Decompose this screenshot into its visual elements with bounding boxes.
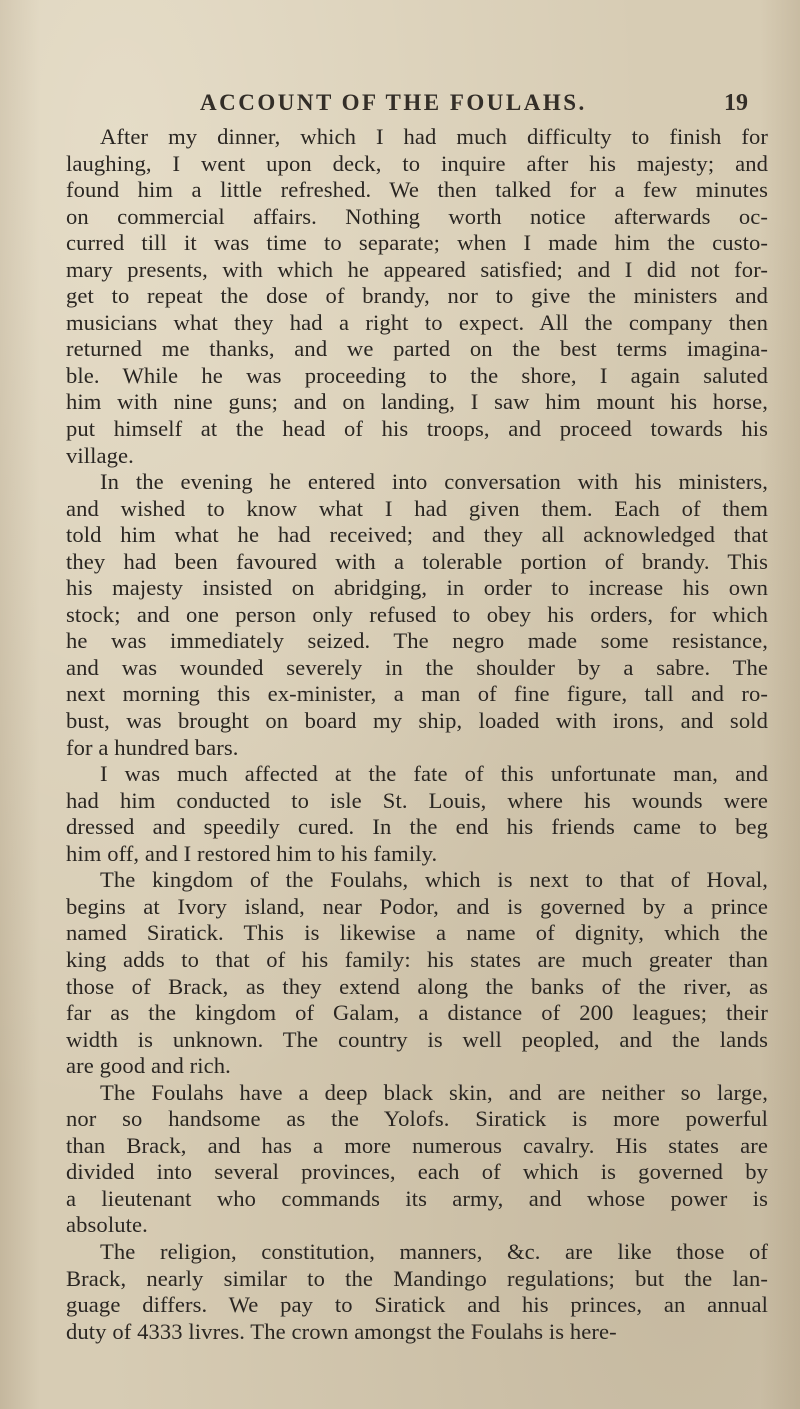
text-line: are good and rich. xyxy=(66,1053,231,1079)
text-line: him off, and I restored him to his family. xyxy=(66,840,438,866)
text-line: nor so handsome as the Yolofs. Siratick is more powerful xyxy=(66,1106,768,1132)
paragraph xyxy=(66,867,768,1079)
text-line: him with nine guns; and on landing, I saw him mount his horse, xyxy=(66,389,768,415)
text-line: king adds to that of his family: his states are much greater than xyxy=(66,946,768,972)
text-line: In the evening he entered into conversation with his ministers, xyxy=(100,469,768,495)
text-line: dressed and speedily cured. In the end his friends came to beg xyxy=(66,814,768,840)
paragraph xyxy=(66,761,768,867)
text-line: curred till it was time to separate; when I made him the custo- xyxy=(66,230,768,256)
text-line: far as the kingdom of Galam, a distance of 200 leagues; their xyxy=(66,1000,768,1026)
text-line: next morning this ex-minister, a man of fine figure, tall and ro- xyxy=(66,681,768,707)
text-line: ble. While he was proceeding to the shore, I again saluted xyxy=(66,362,768,388)
text-line: The religion, constitution, manners, &c. are like those of xyxy=(100,1238,768,1264)
text-line: width is unknown. The country is well peopled, and the lands xyxy=(66,1026,768,1052)
text-line: absolute. xyxy=(66,1212,148,1238)
text-line: After my dinner, which I had much difficulty to finish for xyxy=(100,124,768,149)
text-line: put himself at the head of his troops, and proceed towards his xyxy=(66,416,768,442)
text-line: than Brack, and has a more numerous cavalry. His states are xyxy=(66,1132,768,1158)
text-line: duty of 4333 livres. The crown amongst the Foulahs is here- xyxy=(66,1318,617,1344)
paragraph xyxy=(66,1239,768,1345)
text-line: The kingdom of the Foulahs, which is next to that of Hoval, xyxy=(100,867,768,893)
text-line: laughing, I went upon deck, to inquire after his majesty; and xyxy=(66,150,768,176)
text-line: he was immediately seized. The negro made some resistance, xyxy=(66,628,768,654)
text-line: a lieutenant who commands its army, and whose power is xyxy=(66,1185,768,1211)
paragraph xyxy=(66,124,768,469)
page-number: 19 xyxy=(724,90,748,116)
text-line: for a hundred bars. xyxy=(66,734,239,760)
running-head xyxy=(200,90,760,120)
text-line: and was wounded severely in the shoulder by a sabre. The xyxy=(66,654,768,680)
running-title: ACCOUNT OF THE FOULAHS. xyxy=(200,90,587,115)
text-line: guage differs. We pay to Siratick and his princes, an annual xyxy=(66,1292,768,1318)
text-line: had him conducted to isle St. Louis, where his wounds were xyxy=(66,787,768,813)
text-line: village. xyxy=(66,442,134,468)
text-line: and wished to know what I had given them. Each of them xyxy=(66,495,768,521)
paragraph xyxy=(66,1080,768,1239)
text-line: The Foulahs have a deep black skin, and are neither so large, xyxy=(100,1079,768,1105)
text-line: Brack, nearly similar to the Mandingo regulations; but the lan- xyxy=(66,1265,768,1291)
text-line: divided into several provinces, each of which is governed by xyxy=(66,1159,768,1185)
text-line: those of Brack, as they extend along the banks of the river, as xyxy=(66,973,768,999)
paragraph xyxy=(66,469,768,761)
body-text xyxy=(66,124,768,1345)
text-line: mary presents, with which he appeared satisfied; and I did not for- xyxy=(66,256,768,282)
text-line: bust, was brought on board my ship, loaded with irons, and sold xyxy=(66,708,768,734)
text-line: his majesty insisted on abridging, in order to increase his own xyxy=(66,575,768,601)
text-line: told him what he had received; and they all acknowledged that xyxy=(66,522,768,548)
text-line: found him a little refreshed. We then talked for a few minutes xyxy=(66,177,768,203)
text-line: returned me thanks, and we parted on the best terms imagina- xyxy=(66,336,768,362)
text-line: they had been favoured with a tolerable portion of brandy. This xyxy=(66,548,768,574)
text-line: named Siratick. This is likewise a name of dignity, which the xyxy=(66,920,768,946)
text-line: begins at Ivory island, near Podor, and is governed by a prince xyxy=(66,893,768,919)
text-line: stock; and one person only refused to obey his orders, for which xyxy=(66,601,768,627)
text-line: get to repeat the dose of brandy, nor to give the ministers and xyxy=(66,283,768,309)
text-line: I was much affected at the fate of this unfortunate man, and xyxy=(100,761,768,787)
text-line: on commercial affairs. Nothing worth notice afterwards oc- xyxy=(66,203,768,229)
text-line: musicians what they had a right to expect. All the company then xyxy=(66,309,768,335)
